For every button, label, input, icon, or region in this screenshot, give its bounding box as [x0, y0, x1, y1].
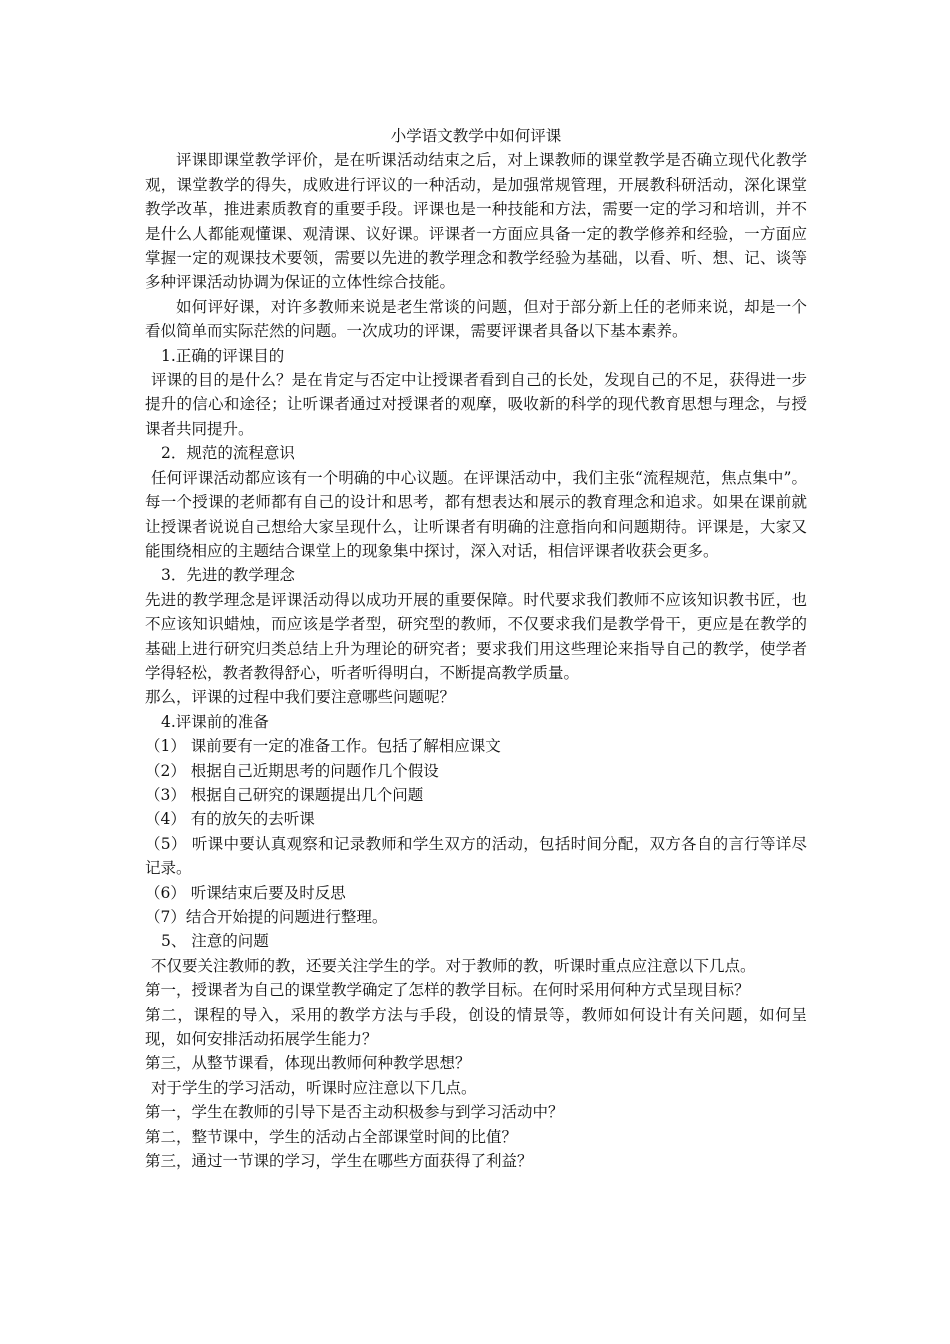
section-5-lead: 不仅要关注教师的教，还要关注学生的学。对于教师的教，听课时重点应注意以下几点。	[151, 956, 756, 975]
teacher-point-1: 第一，授课者为自己的课堂教学确定了怎样的教学目标。在何时采用何种方式呈现目标？	[145, 981, 750, 1000]
teacher-point-3: 第三，从整节课看，体现出教师何种教学思想？	[145, 1054, 471, 1073]
preparation-item-6: （6） 听课结束后要及时反思	[145, 883, 346, 902]
preparation-item-4: （4） 有的放矢的去听课	[145, 810, 315, 829]
preparation-item-5: （5） 听课中要认真观察和记录教师和学生双方的活动，包括时间分配，双方各自的言行等详尽记录。	[145, 834, 807, 878]
section-3-question: 那么，评课的过程中我们要注意哪些问题呢？	[145, 688, 456, 707]
student-point-3: 第三，通过一节课的学习，学生在哪些方面获得了利益？	[145, 1152, 533, 1171]
teacher-point-2: 第二，课程的导入，采用的教学方法与手段，创设的情景等，教师如何设计有关问题，如何呈现，如何安排活动拓展学生能力？	[145, 1005, 807, 1049]
section-2-heading: 2．规范的流程意识	[161, 444, 295, 463]
intro-paragraph-2: 如何评好课，对许多教师来说是老生常谈的问题，但对于部分新上任的老师来说，却是一个看似简单而实际茫然的问题。一次成功的评课，需要评课者具备以下基本素养。	[145, 297, 807, 341]
section-1-body: 评课的目的是什么？是在肯定与否定中让授课者看到自己的长处，发现自己的不足，获得进一步提升的信心和途径；让听课者通过对授课者的观摩，吸收新的科学的现代教育思想与理念，与授课者共同提升。	[145, 371, 807, 438]
preparation-item-2: （2） 根据自己近期思考的问题作几个假设	[145, 761, 439, 780]
section-5-heading: 5、 注意的问题	[161, 932, 269, 951]
section-3-heading: 3．先进的教学理念	[161, 566, 295, 585]
document-title: 小学语文教学中如何评课	[390, 127, 562, 145]
section-1-heading: 1.正确的评课目的	[161, 346, 285, 365]
section-4-heading: 4.评课前的准备	[161, 712, 269, 731]
intro-paragraph-1: 评课即课堂教学评价，是在听课活动结束之后，对上课教师的课堂教学是否确立现代化教学观，课堂教学的得失，成败进行评议的一种活动，是加强常规管理，开展教科研活动，深化课堂教学改革，推进素质教育的重要手段。评课也是一种技能和方法，需要一定的学习和培训，并不是什么人都能观懂课、观清课、议好课。评课者一方面应具备一定的教学修养和经验，一方面应掌握一定的观课技术要领，需要以先进的教学理念和教学经验为基础，以看、听、想、记、谈等多种评课活动协调为保证的立体性综合技能。	[145, 151, 807, 292]
preparation-item-1: （1） 课前要有一定的准备工作。包括了解相应课文	[145, 737, 501, 756]
section-3-body: 先进的教学理念是评课活动得以成功开展的重要保障。时代要求我们教师不应该知识教书匠，也不应该知识蜡烛，而应该是学者型，研究型的教师，不仅要求我们是教学骨干，更应是在教学的基础上进行研究归类总结上升为理论的研究者；要求我们用这些理论来指导自己的教学，使学者学得轻松，教者教得舒心，听者听得明白，不断提高教学质量。	[145, 590, 807, 682]
student-point-2: 第二，整节课中，学生的活动占全部课堂时间的比值？	[145, 1127, 518, 1146]
student-lead: 对于学生的学习活动，听课时应注意以下几点。	[151, 1078, 477, 1097]
preparation-item-3: （3） 根据自己研究的课题提出几个问题	[145, 785, 424, 804]
student-point-1: 第一，学生在教师的引导下是否主动积极参与到学习活动中？	[145, 1103, 564, 1122]
document-body	[145, 124, 807, 1173]
section-2-body: 任何评课活动都应该有一个明确的中心议题。在评课活动中，我们主张“流程规范，焦点集中”。每一个授课的老师都有自己的设计和思考，都有想表达和展示的教育理念和追求。如果在课前就让授课者说说自己想给大家呈现什么，让听课者有明确的注意指向和问题期待。评课是，大家又能围绕相应的主题结合课堂上的现象集中探讨，深入对话，相信评课者收获会更多。	[145, 468, 807, 560]
preparation-item-7: （7）结合开始提的问题进行整理。	[145, 908, 388, 926]
